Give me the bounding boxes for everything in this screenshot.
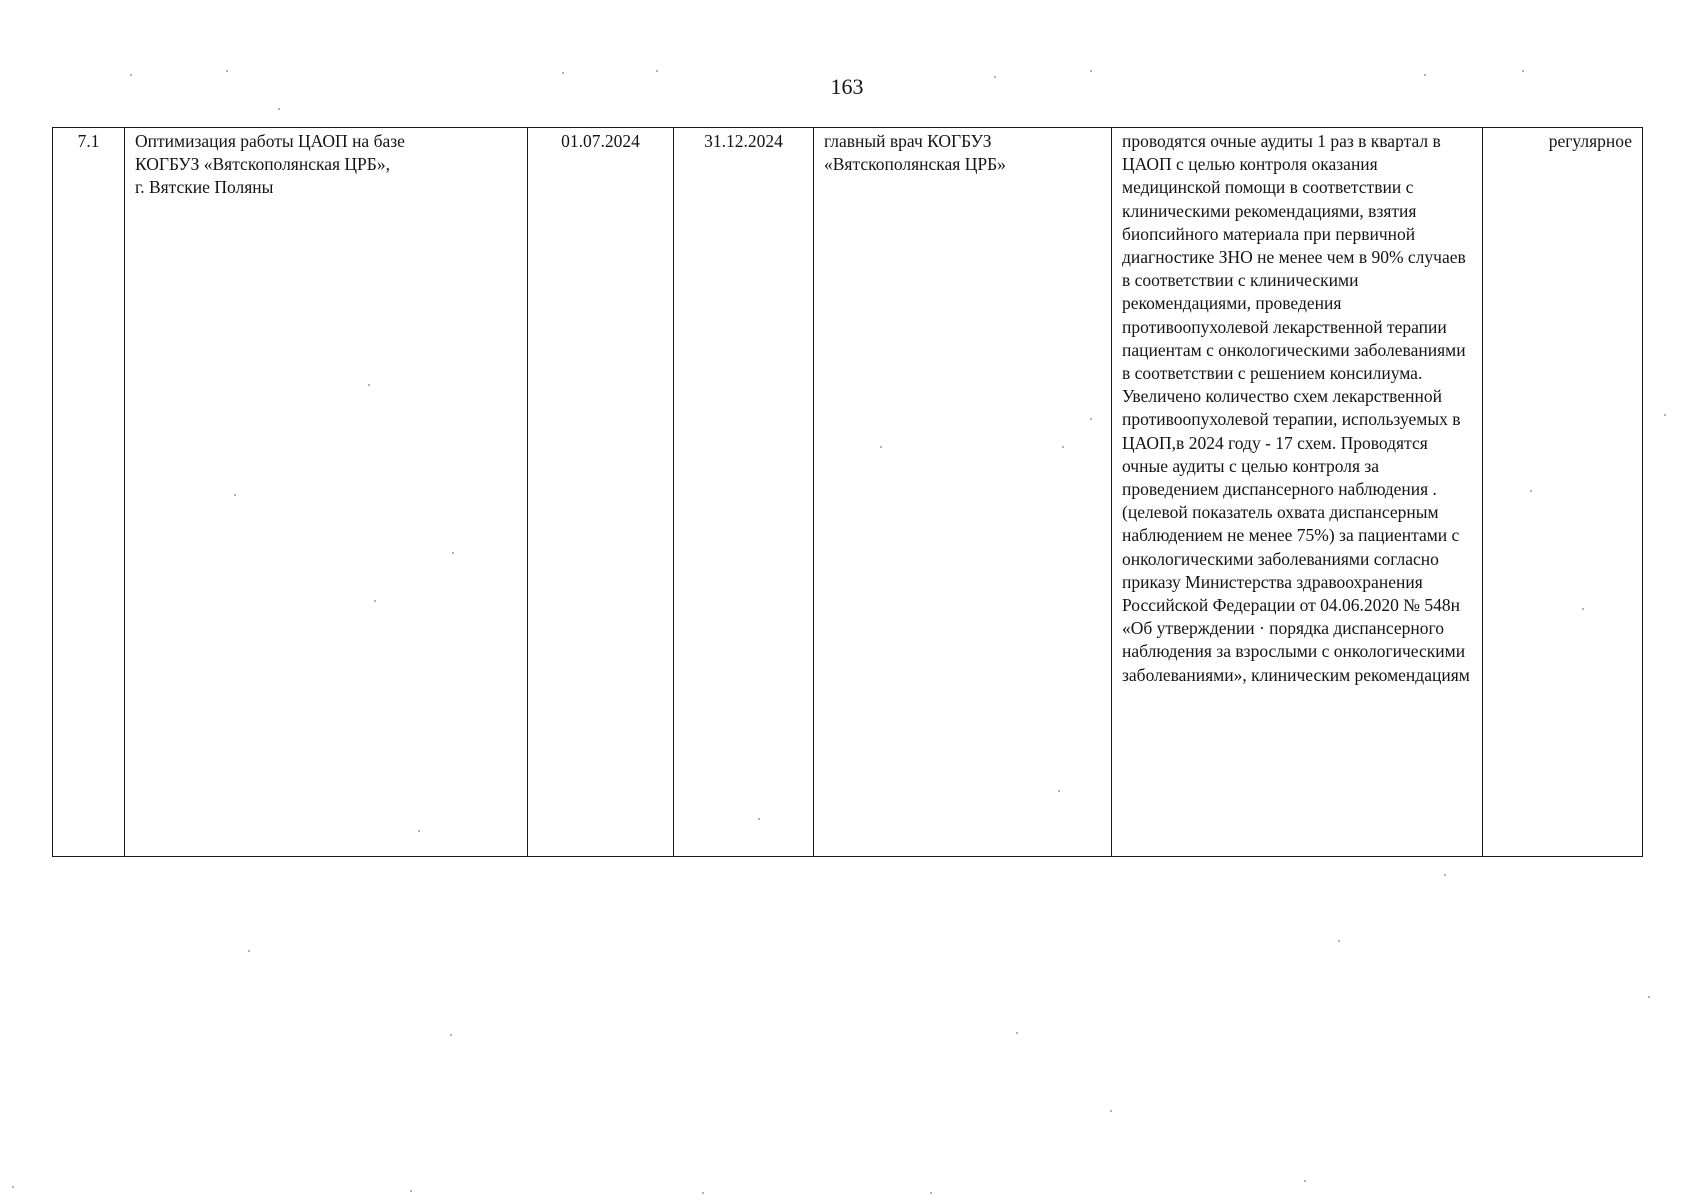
- scan-speck: [1110, 1110, 1112, 1112]
- event-line: г. Вятские Поляны: [135, 177, 274, 198]
- scan-speck: [1648, 996, 1650, 998]
- event-line: Оптимизация работы ЦАОП на базе: [135, 131, 405, 151]
- scan-speck: [234, 494, 236, 496]
- scan-speck: [368, 384, 370, 386]
- scan-speck: [1582, 608, 1584, 610]
- scan-speck: [562, 72, 564, 74]
- scan-speck: [248, 950, 250, 952]
- scan-speck: [278, 108, 280, 110]
- scan-speck: [1424, 74, 1426, 76]
- responsible-line: главный врач КОГБУЗ: [824, 131, 992, 151]
- scan-speck: [1304, 1180, 1306, 1182]
- cell-character: регулярное: [1483, 128, 1643, 857]
- cell-end-date: 31.12.2024: [674, 128, 814, 857]
- scan-speck: [452, 552, 454, 554]
- scan-speck: [1444, 874, 1446, 876]
- scan-speck: [410, 1190, 412, 1192]
- cell-item-number: 7.1: [53, 128, 125, 857]
- scan-speck: [880, 446, 882, 448]
- scan-speck: [994, 76, 996, 78]
- scan-speck: [1090, 418, 1092, 420]
- responsible-line: «Вятскополянская ЦРБ»: [824, 154, 1006, 175]
- scan-speck: [418, 830, 420, 832]
- scan-speck: [656, 70, 658, 72]
- scan-speck: [450, 1034, 452, 1036]
- event-line: КОГБУЗ «Вятскополянская ЦРБ»,: [135, 154, 390, 175]
- scan-speck: [1062, 446, 1064, 448]
- scan-speck: [1016, 1032, 1018, 1034]
- scan-speck: [1058, 790, 1060, 792]
- cell-responsible: [814, 128, 1112, 857]
- scan-speck: [130, 74, 132, 76]
- scan-speck: [702, 1192, 704, 1194]
- scan-speck: [1090, 70, 1092, 72]
- cell-start-date: 01.07.2024: [528, 128, 674, 857]
- scan-speck: [226, 70, 228, 72]
- scan-speck: [1522, 70, 1524, 72]
- scan-speck: [758, 818, 760, 820]
- scan-speck: [1664, 414, 1666, 416]
- cell-event: [125, 128, 528, 857]
- scan-speck: [12, 1186, 14, 1188]
- activity-table: [52, 127, 1643, 857]
- scan-speck: [1338, 940, 1340, 942]
- result-text: проводятся очные аудиты 1 раз в квартал в ЦАОП с целью контроля оказания медицинской помощи в соответствии с клиническими рекомендациями, взятия биопсийного материала при первичной диагностике ЗНО не менее чем в 90% случаев в соответствии с клиническими рекомендациями, проведения противоопухолевой лекарственной терапии пациентам с онкологическими заболеваниями в соответствии с решением консилиума. Увеличено количество схем лекарственной противоопухолевой терапии, используемых в ЦАОП,в 2024 году - 17 схем. Проводятся очные аудиты с целью контроля за проведением диспансерного наблюдения . (целевой показатель охвата диспансерным наблюдением не менее 75%) за пациентами с онкологическими заболеваниями согласно приказу Министерства здравоохранения Российской Федерации от 04.06.2020 № 548н «Об утверждении · порядка диспансерного наблюдения за взрослыми с онкологическими заболеваниями», клиническим рекомендациям: [1122, 131, 1470, 685]
- table-row: [53, 128, 1643, 857]
- scan-speck: [930, 1192, 932, 1194]
- cell-result: [1112, 128, 1483, 857]
- scan-speck: [1530, 490, 1532, 492]
- scan-speck: [374, 600, 376, 602]
- page-number: 163: [830, 74, 864, 99]
